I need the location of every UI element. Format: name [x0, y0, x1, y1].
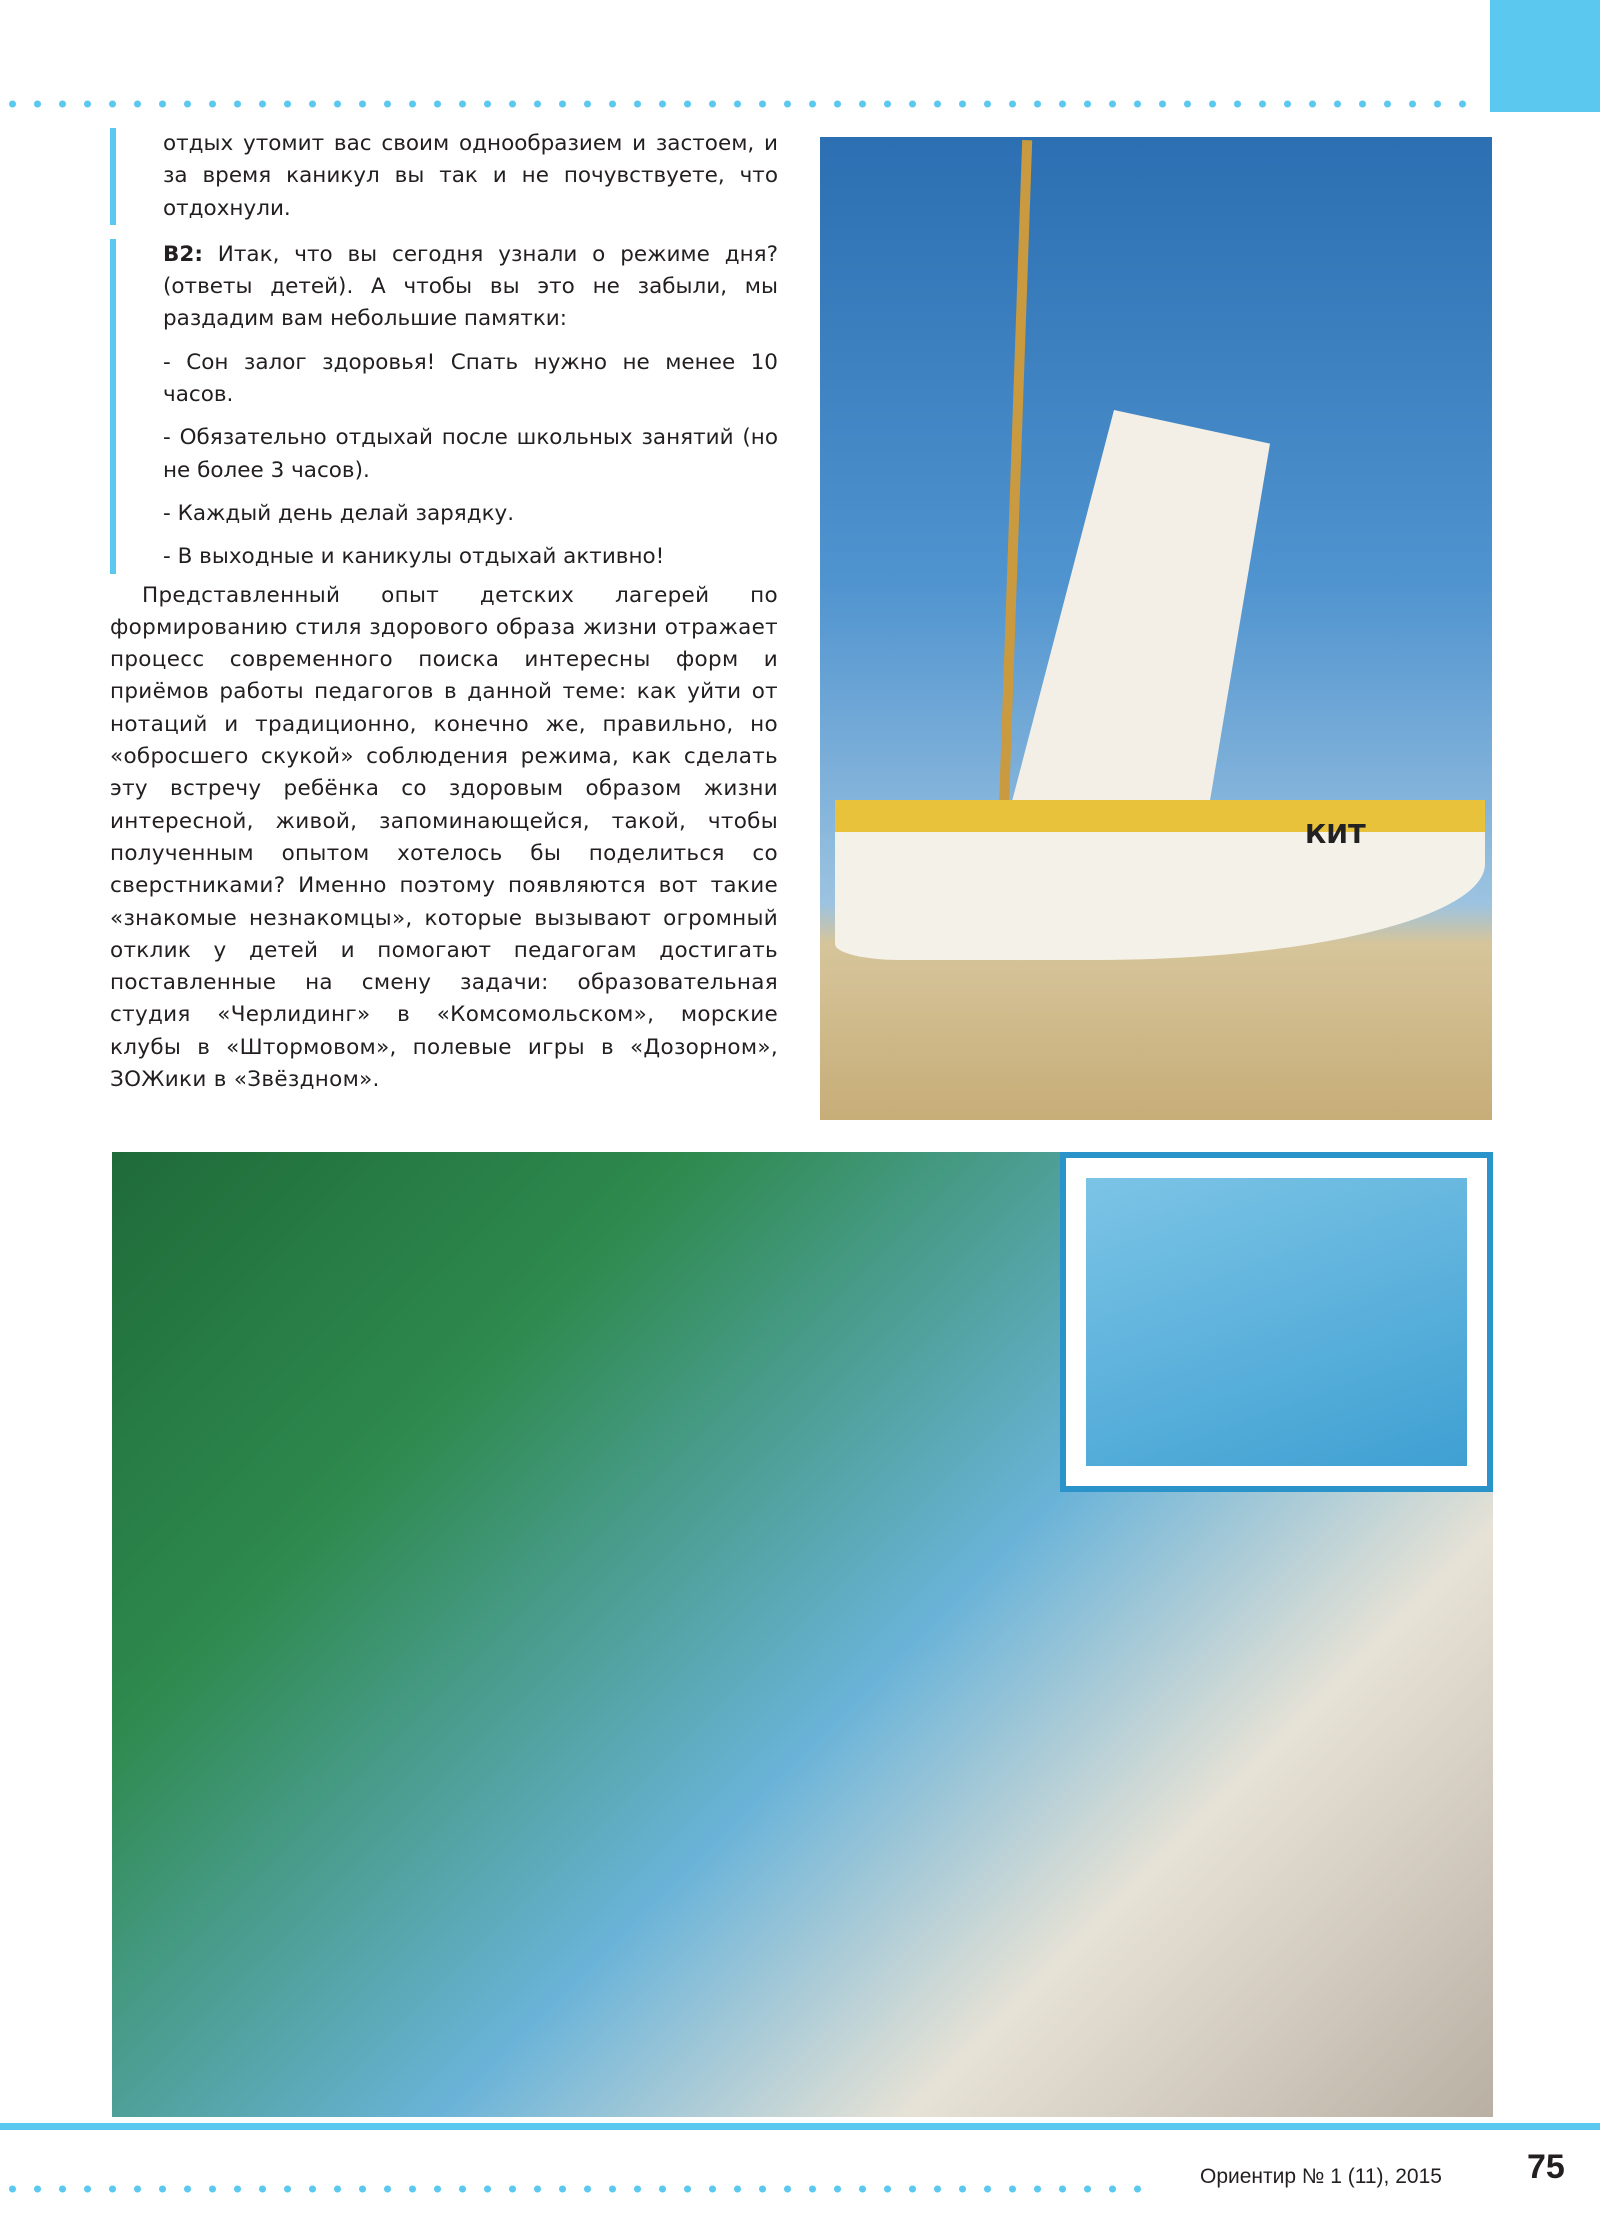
- group-poster: [1060, 1152, 1493, 1492]
- boat-name-label: КИТ: [1305, 820, 1366, 850]
- bottom-dotted-rule: [0, 2185, 1150, 2193]
- dialogue-text: отдых утомит вас своим однообразием и застоем, и за время каникул вы так и не почувствуете, что отдохнули.: [163, 131, 778, 221]
- tip-item: - В выходные и каникулы отдыхай активно!: [163, 544, 665, 570]
- footer-rule: [0, 2123, 1600, 2130]
- dialogue-text: [163, 239, 778, 336]
- journal-issue: Ориентир № 1 (11), 2015: [1200, 2165, 1442, 2188]
- body-paragraph: Представленный опыт детских лагерей по формированию стиля здорового образа жизни отражает процесс современного поиска интересны форм и приёмов работы педагогов в данной теме: как уйти от нотаций и традиционно, конечно же, правильно, но «обросшего скукой» соблюдения режима, как сделать эту встречу ребёнка со здоровым образом жизни интересной, живой, запоминающейся, такой, чтобы полученным опытом хотелось бы поделиться со сверстниками? Именно поэтому появляются вот такие «знакомые незнакомцы», которые вызывают огромный отклик у детей и помогают педагогам достигать поставленные на смену задачи: образовательная студия «Черлидинг» в «Комсомольском», морские клубы в «Штормовом», полевые игры в «Дозорном», ЗОЖики в «Звёздном».: [110, 582, 778, 1093]
- dialogue-intro: Итак, что вы сегодня узнали о режиме дня? (ответы детей). А чтобы вы это не забыли, мы раздадим вам небольшие памятки:: [163, 241, 778, 332]
- tip-item: - Обязательно отдыхай после школьных занятий (но не более 3 часов).: [163, 425, 778, 483]
- tip-item: - Сон залог здоровья! Спать нужно не менее 10 часов.: [163, 349, 778, 408]
- top-dotted-rule: [0, 100, 1480, 108]
- corner-tab: [1490, 0, 1600, 112]
- speaker-label: В2:: [163, 241, 203, 267]
- dialogue-block-2: [110, 239, 778, 574]
- tip-item: - Каждый день делай зарядку.: [163, 500, 515, 526]
- text-column: [110, 128, 778, 1096]
- dialogue-block-1: [110, 128, 778, 225]
- page-number: 75: [1527, 2148, 1565, 2186]
- group-poster-art: [1086, 1178, 1467, 1466]
